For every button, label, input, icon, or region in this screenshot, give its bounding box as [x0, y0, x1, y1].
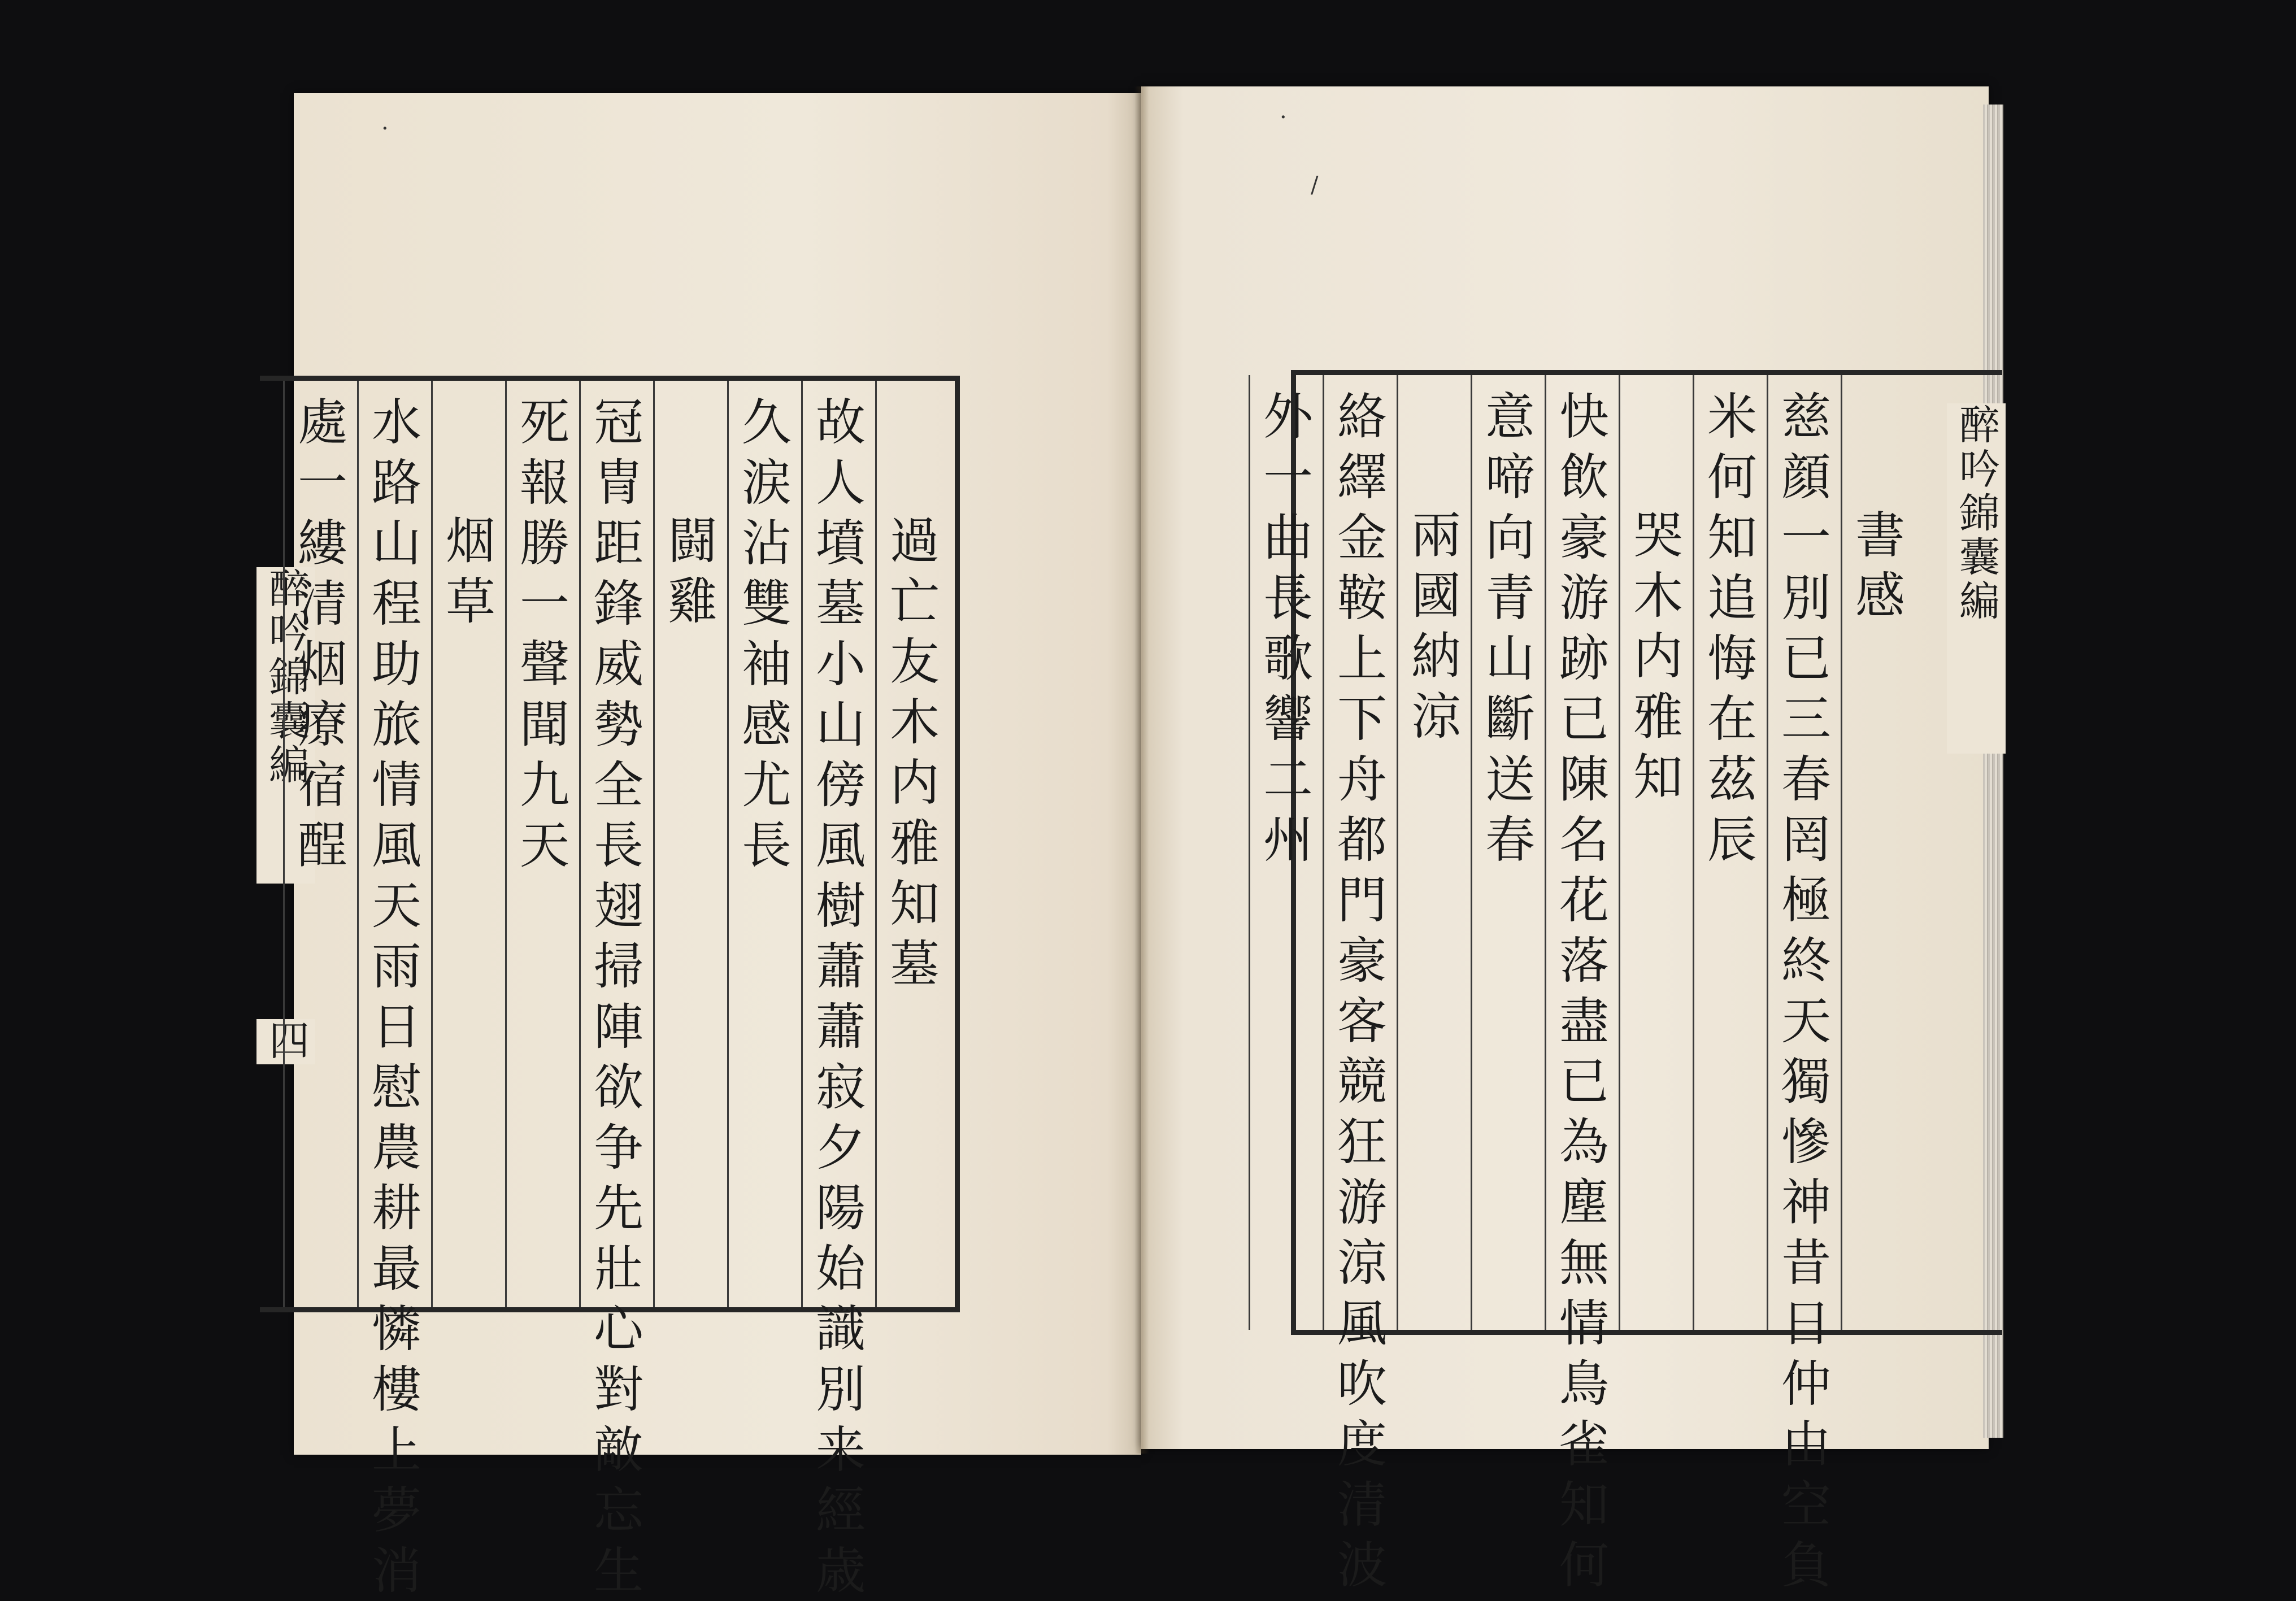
poem-verse: 快飲豪游跡已陳名花落盡已為塵無情鳥雀知何: [1559, 388, 1609, 1594]
poem-title: 哭木内雅知: [1633, 506, 1683, 806]
poem-title: 闘雞: [667, 512, 718, 630]
text-column: [801, 381, 877, 1600]
text-column: [579, 381, 655, 1600]
poem-verse: 故人墳墓小山傍風樹蕭蕭寂夕陽始識別来經歳: [815, 393, 866, 1600]
text-column: [1471, 375, 1546, 1330]
left-margin-title: 醉吟錦囊編: [256, 567, 315, 884]
poem-verse: 冠冑距鋒威勢全長翅掃陣欲争先壯心對敵忘生: [593, 393, 643, 1600]
text-column: [1397, 375, 1472, 1330]
text-column: [1619, 375, 1694, 1330]
poem-verse: 處一縷清烟療宿酲: [297, 393, 347, 875]
text-column: [1767, 375, 1842, 1594]
poem-verse: 外一曲長歌響二州: [1263, 388, 1313, 869]
open-book: [262, 82, 2000, 1600]
poem-title: 兩國納涼: [1411, 506, 1461, 746]
text-column: [1693, 375, 1768, 1330]
poem-title: 過亡友木内雅知墓: [889, 512, 940, 993]
right-page-text-frame: [1263, 370, 2002, 1594]
left-page-number: 四: [256, 1019, 315, 1064]
poem-verse: 久涙沾雙袖感尤長: [741, 393, 792, 875]
text-column: [505, 381, 581, 1307]
poem-verse: 水路山程助旅情風天雨日慰農耕最憐樓上夢消: [371, 393, 421, 1600]
text-column: [357, 381, 433, 1600]
poem-title: 烟草: [445, 512, 495, 630]
left-page-text-frame: [260, 376, 960, 1600]
poem-verse: 死報勝一聲聞九天: [519, 393, 569, 875]
text-column: [1545, 375, 1620, 1594]
poem-verse: 意啼向青山斷送春: [1485, 388, 1535, 869]
paper-speck: /: [1311, 172, 1319, 198]
text-column: [283, 381, 359, 1307]
paper-speck: ·: [381, 116, 389, 142]
text-column: [653, 381, 729, 1307]
poem-title: 書感: [1855, 506, 1905, 625]
text-column: [431, 381, 507, 1307]
poem-verse: 慈顔一別已三春罔極終天獨慘神昔日仲由空負: [1781, 388, 1831, 1594]
text-column: [1323, 375, 1398, 1594]
right-margin-title: 醉吟錦囊編: [1947, 403, 2006, 754]
paper-speck: ·: [1280, 105, 1287, 130]
text-column: [727, 381, 803, 1307]
text-column: [1841, 375, 1916, 1330]
text-column: [875, 381, 951, 1307]
text-column: [1249, 375, 1324, 1330]
poem-verse: 絡繹金鞍上下舟都門豪客競狂游涼風吹度清波: [1337, 388, 1387, 1594]
poem-verse: 米何知追悔在茲辰: [1707, 388, 1757, 869]
book-spine: [1134, 86, 1149, 1454]
